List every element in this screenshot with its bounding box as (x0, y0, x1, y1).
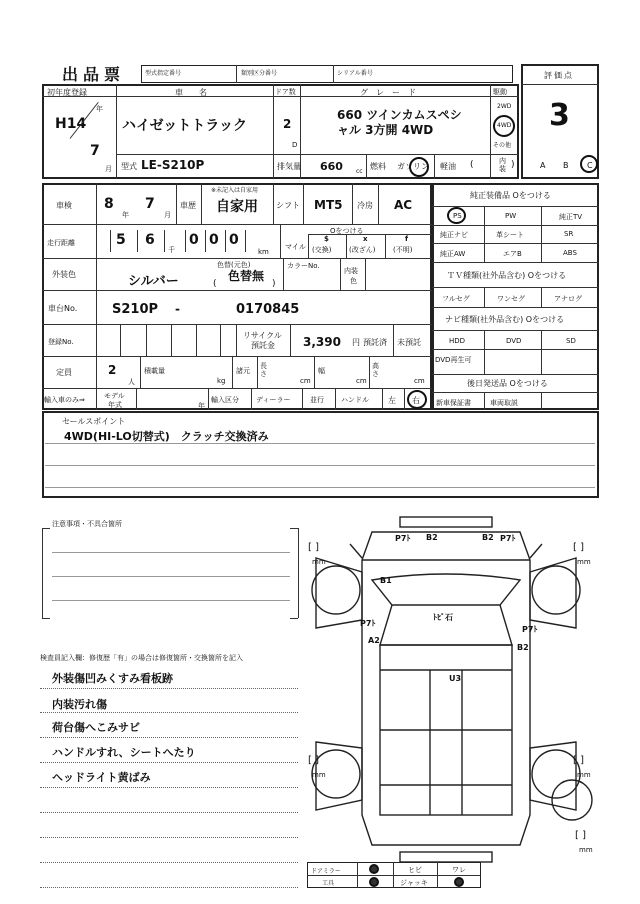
mileage-circle-note: Oをつける (330, 227, 364, 235)
later-title: 後日発送品 Oをつける (467, 379, 548, 388)
inspector-item-1: 外装傷凹みくすみ看板跡 (52, 672, 173, 685)
first-reg-year: H14 (55, 116, 87, 132)
ac-label: 冷房 (357, 201, 373, 210)
doors-value: 2 (283, 117, 292, 131)
first-reg-label: 初年度登録 (47, 88, 87, 97)
mileage-digit-2: 6 (145, 232, 155, 248)
first-reg-month: 7 (90, 143, 100, 159)
grade-line-1: 660 ツインカムスペシ (337, 108, 462, 122)
diagram-label-6: ﾄﾋﾟ石 (433, 613, 453, 622)
car-name: ハイゼットトラック (122, 118, 248, 134)
shift-value: MT5 (314, 198, 343, 212)
inspector-item-2: 内装汚れ傷 (52, 698, 107, 711)
model-code: LE-S210P (141, 158, 205, 172)
mileage-label: 走行距離 (47, 239, 75, 247)
diagram-label-8: P7ﾄ (522, 625, 538, 634)
interior-grade: C (587, 161, 593, 170)
reg-no-label: 登録No. (48, 338, 74, 346)
fuel-label: 燃料 (370, 162, 386, 171)
drive-label: 駆動 (493, 88, 507, 96)
diagram-label-5: B1 (380, 576, 392, 585)
chassis-number: 0170845 (236, 302, 300, 317)
vehicle-damage-diagram (300, 510, 610, 866)
color-value: シルバー (128, 274, 179, 289)
evaluation-score: 3 (549, 98, 570, 133)
interior-label: 内装 (499, 157, 506, 173)
class-no-label: 類別区分番号 (241, 70, 278, 77)
fuel-gas: ガソリン (397, 162, 429, 171)
mileage-digit-4: 0 (209, 232, 219, 248)
ac-value: AC (394, 198, 413, 212)
std-equip-title: 純正装備品 Oをつける (470, 191, 551, 200)
diagram-label-7: P7ﾄ (360, 619, 376, 628)
handle-label: ハンドル (341, 396, 369, 404)
history-value: 自家用 (216, 199, 258, 215)
shaken-label: 車検 (56, 201, 72, 210)
shaken-month: 7 (145, 196, 155, 212)
handle-right: 右 (412, 396, 420, 405)
drive-circle-mark (493, 115, 515, 137)
inspector-item-5: ヘッドライト黄ばみ (52, 771, 151, 784)
diagram-label-10: B2 (517, 643, 529, 652)
inspector-item-3: 荷台傷へこみサビ (52, 721, 140, 734)
repaint-value: 色替無 (228, 269, 265, 283)
displacement-label: 排気量 (277, 162, 301, 171)
color-no-label: カラーNo. (287, 262, 320, 270)
tv-title: ＴＶ種類(社外品含む) Oをつける (447, 271, 567, 280)
diagram-label-11: U3 (449, 674, 462, 683)
grade-line-2: ャル 3方開 4WD (337, 123, 434, 137)
chassis-label: 車台No. (48, 304, 78, 313)
mileage-digit-5: 0 (229, 232, 239, 248)
load-label: 積載量 (144, 367, 165, 375)
capacity-value: 2 (108, 363, 117, 377)
std-ps: PS (453, 212, 462, 220)
color-label: 外装色 (52, 270, 76, 279)
mileage-digit-3: 0 (189, 232, 199, 248)
mileage-digit-1: 5 (116, 232, 126, 248)
sales-point-text: 4WD(HI-LO切替式) クラッチ交換済み (64, 430, 269, 443)
inspector-label: 検査員記入欄：修復歴「有」の場合は修復箇所・交換箇所を記入 (40, 654, 243, 662)
diagram-label-9: A2 (368, 636, 380, 645)
inspector-item-4: ハンドルすれ、シートへたり (52, 746, 196, 759)
chassis-prefix: S210P (112, 302, 159, 317)
serial-no-label: シリアル番号 (337, 70, 373, 77)
capacity-label: 定員 (56, 368, 72, 377)
displacement-value: 660 (320, 160, 343, 173)
shaken-year: 8 (104, 196, 114, 212)
doors-label: ドア数 (275, 88, 296, 96)
model-label: 型式 (121, 162, 137, 171)
drive-4wd: 4WD (497, 122, 512, 129)
notes-label: 注意事項・不具合箇所 (52, 520, 122, 528)
history-label: 車歴 (180, 201, 196, 210)
import-class-label: 輸入区分 (211, 396, 239, 404)
car-name-label: 車 名 (175, 88, 207, 97)
diagram-label-1: P7ﾄ (395, 534, 411, 543)
recycle-value: 3,390 (303, 335, 341, 349)
doc-title: 出品票 (62, 65, 126, 84)
import-label: 輸入車のみ⇒ (44, 396, 85, 404)
sales-point-label: セールスポイント (62, 417, 126, 426)
grade-label: グ レ ー ド (360, 88, 416, 97)
navi-title: ナビ種類(社外品含む) Oをつける (445, 315, 565, 324)
diagram-label-4: P7ﾄ (500, 534, 516, 543)
model-cert-label: 型式指定番号 (145, 70, 182, 77)
fuel-circle-mark (409, 157, 429, 177)
diagram-label-2: B2 (426, 533, 438, 542)
header-number-box (141, 65, 513, 83)
shift-label: シフト (276, 201, 300, 210)
sales-point-box (42, 411, 599, 498)
diagram-label-3: B2 (482, 533, 494, 542)
evaluation-label: 評価点 (544, 71, 574, 80)
